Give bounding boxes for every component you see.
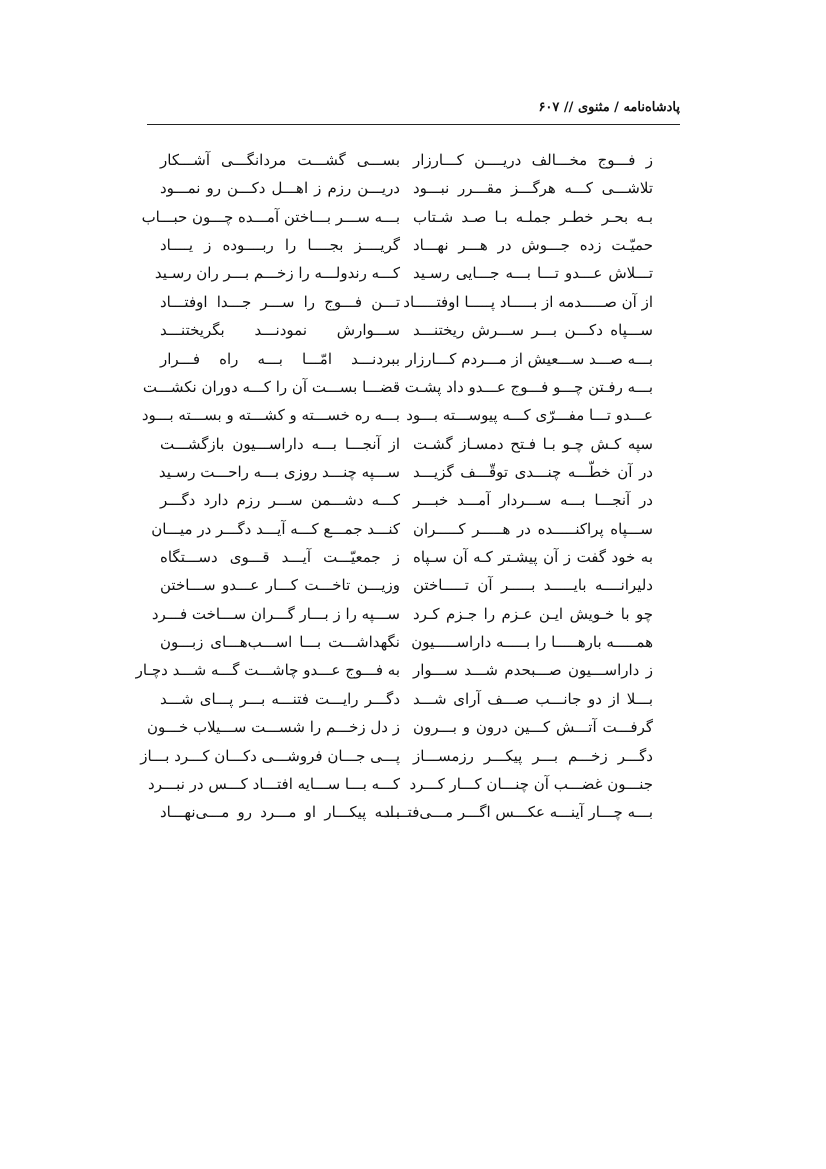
verse-line: کـــه بـــا ســـایه افتـــاد کـــس در نبـــرد [148, 774, 400, 793]
verse-line: دگـــر زخـــم بـــر پیکـــر رزمســـاز [413, 746, 653, 765]
verse-line: ز دل زخـــم را شســـت ســـیلاب خـــون [147, 718, 400, 737]
poem-left-column [135, 146, 400, 827]
verse-line: بـــه ره خســـته و کشـــته و بســـته بـــود [141, 406, 400, 425]
header-title: پادشاه‌نامه / مثنوی // ۶۰۷ [538, 100, 680, 115]
verse-line: ز داراســـیون صـــبحدم شـــد ســـوار [413, 661, 653, 680]
verse-line: چو با خـویش ایـن عـزم را جـزم کـرد [413, 604, 653, 623]
verse-line: حمیّـت زده جـــوش در هـــر نهـــاد [413, 236, 653, 255]
verse-line: همـــــه بارهـــــا را بـــــه داراســـــیون [411, 633, 653, 652]
verse-line: نگهداشـــت بـــا اســـب‌هـــای زبـــون [160, 633, 400, 652]
running-header [147, 100, 680, 122]
verse-line: کنـــد جمـــع کـــه آیـــد دگـــر در میـــان [151, 519, 400, 538]
verse-line: از آنجـــا بـــه داراســـیون بازگشـــت [160, 434, 400, 453]
verse-line: ســـپاه پراکنـــــده در هـــــر کـــــران [413, 519, 653, 538]
verse-line: ببردنـــد امّـــا بـــه راه فـــرار [160, 349, 400, 368]
verse-line: تلاشـــی کـــه هرگـــز مقـــرر نبـــود [413, 179, 653, 198]
verse-line: گریــــز بجــــا را ربــــوده ز یــــاد [160, 236, 400, 255]
verse-line: سپه کـش چـو بـا فـتح دمسـاز گشـت [413, 434, 653, 453]
verse-line: بـــه رفـتن چـــو فـــوج عـــدو داد پشـت [404, 377, 653, 396]
verse-line: ســـپه را ز بـــار گـــران ســـاخت فـــرد [151, 604, 400, 623]
verse-line: دگـــر رایـــت فتنـــه بـــر پـــای شـــد [160, 689, 400, 708]
verse-line: از آن صـــــدمه از بـــــاد پـــــا اوفتـــــاد [403, 292, 653, 311]
verse-line: گرفـــت آتـــش کـــین درون و بـــرون [413, 718, 653, 737]
verse-line: دریـــن رزم ز اهـــل دکـــن رو نمـــود [160, 179, 400, 198]
verse-line: تـــلاش عـــدو تـــا بـــه جـــایی رسـید [413, 264, 653, 283]
verse-line: عـــدو تـــا مفـــرّی کـــه پیوســـته بـــود [406, 406, 653, 425]
verse-line: بـــه پیکـــار او مـــرد رو مـــی‌نهـــاد [160, 803, 400, 822]
verse-line: در آنجـــا بـــه ســـردار آمـــد خبـــر [413, 491, 653, 510]
verse-line: وزیـــن تاخـــت کـــار عـــدو ســـاختن [160, 576, 400, 595]
verse-line: ســـپه چنـــد روزی بـــه راحـــت رسـید [158, 462, 400, 481]
verse-line: قضـــا بســـت آن را کـــه دوران نکشـــت [142, 377, 400, 396]
verse-line: بـــه ســـر بـــاختن آمـــده چـــون حبـــاب [141, 207, 400, 226]
verse-line: ز جمعیّـــت آیـــد قـــوی دســـتگاه [160, 548, 400, 567]
poem-right-column [383, 146, 653, 827]
verse-line: بســـی گشـــت مردانگـــی آشـــکار [160, 151, 400, 169]
verse-line: ســـپاه دکـــن بـــر ســـرش ریختنـــد [413, 321, 653, 340]
verse-line: پـــی جـــان فروشـــی دکـــان کـــرد بـــاز [140, 746, 400, 765]
verse-line: کـــه رندولـــه را زخـــم بـــر ران رسـید [154, 264, 400, 283]
verse-line: بـه بحـر خطـر جملـه بـا صـد شـتاب [413, 207, 653, 226]
verse-line: به فـــوج عـــدو چاشـــت گـــه شـــد دچـار [135, 661, 400, 680]
verse-line: بـــه صـــد ســـعیش از مـــردم کـــارزار [405, 349, 653, 368]
verse-line: بـــلا از دو جانـــب صـــف آرای شـــد [413, 689, 653, 708]
verse-line: بـــه چـــار آینـــه عکـــس اگـــر مـــی‌فتـــاد [383, 803, 653, 822]
verse-line: کـــه دشـــمن ســـر رزم دارد دگـــر [160, 491, 400, 510]
verse-line: تـــن فـــوج را ســـر جـــدا اوفتـــاد [160, 292, 400, 311]
header-rule [147, 124, 680, 125]
verse-line: به خود گفت ز آن پیشـتر کـه آن سـپاه [413, 548, 653, 567]
verse-line: دلیرانــــه بایـــــد بـــــر آن تـــــاختن [413, 576, 653, 595]
verse-line: ز فـــوج مخـــالف دریــــن کـــارزار [413, 151, 653, 169]
verse-line: ســـوارش نمودنـــد بگریختنـــد [160, 321, 400, 340]
verse-line: در آن خطّـــه چنـــدی توقّـــف گزیـــد [413, 462, 653, 481]
verse-line: جنـــون غضـــب آن چنـــان کـــار کـــرد [409, 774, 653, 793]
